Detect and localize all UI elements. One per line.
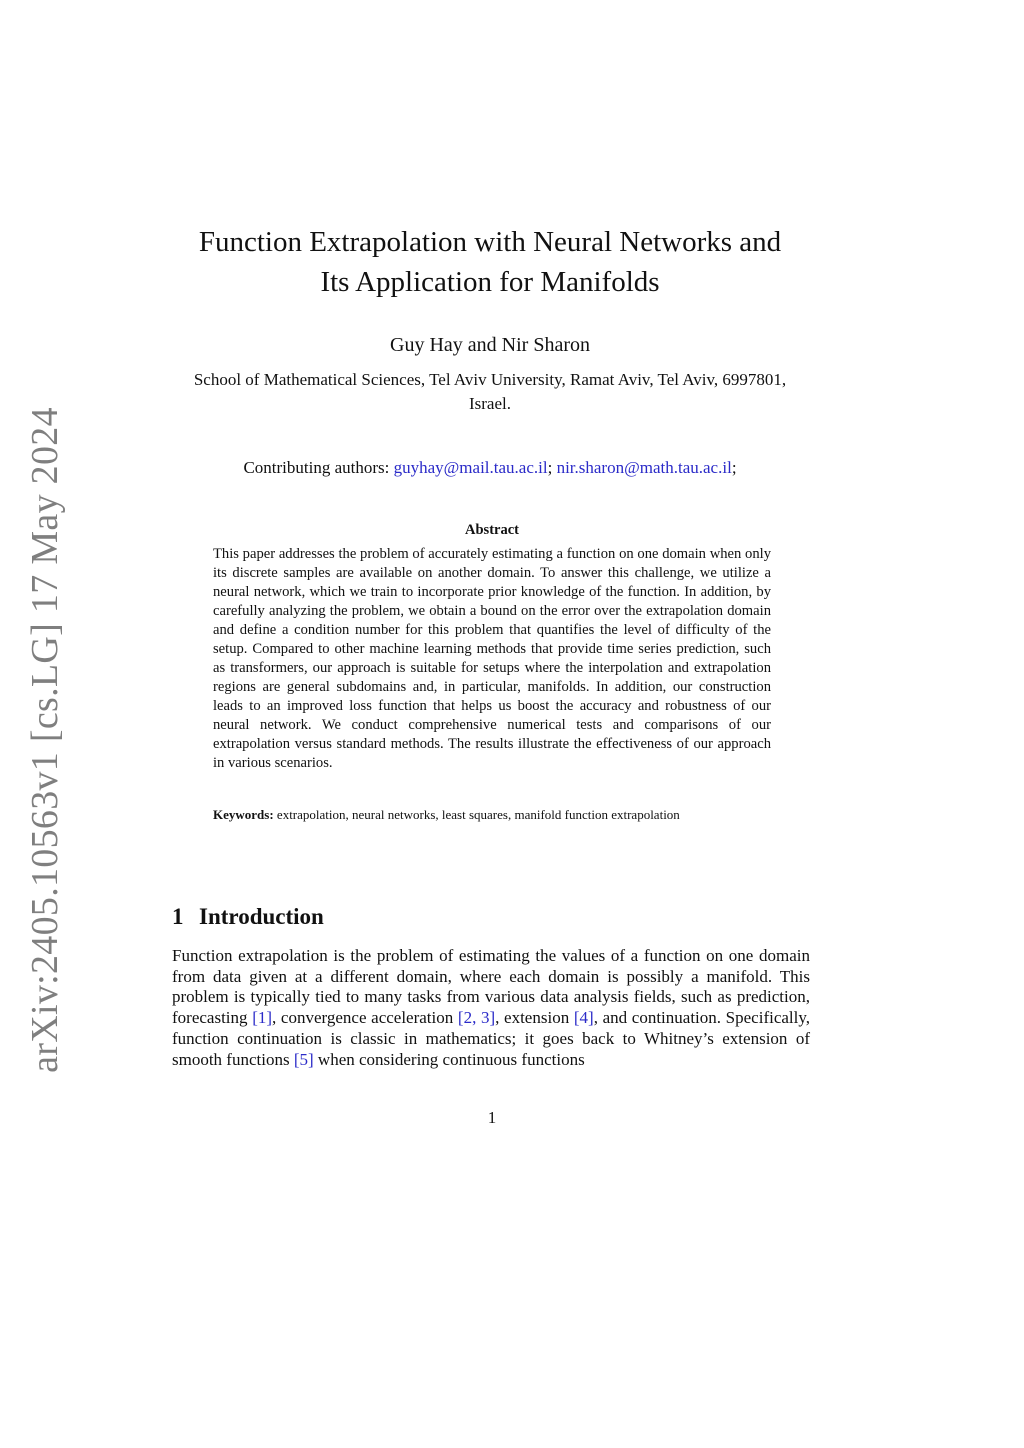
title-line-1: Function Extrapolation with Neural Networks and: [198, 226, 782, 258]
email-separator: ;: [547, 458, 553, 477]
citation-link[interactable]: [2, 3]: [457, 1008, 496, 1028]
section-heading-introduction: [172, 902, 812, 932]
section-number: 1: [172, 904, 184, 929]
paper-title: [150, 222, 830, 302]
abstract-text: This paper addresses the problem of accurately estimating a function on one domain when only its discrete samples are available on another domain. To answer this challenge, we utilize a neural network, which we train to incorporate prior knowledge of the function. In addition, by carefully analyzing the problem, we obtain a bound on the error over the extrapolation domain and define a condition number for this problem that quantifies the level of difficulty of the setup. Compared to other machine learning methods that provide time series prediction, such as transformers, our approach is suitable for setups where the interpolation and extrapolation regions are general subdomains and, in particular, manifolds. In addition, our construction leads to an improved loss function that helps us boost the accuracy and robustness of our neural network. We conduct comprehensive numerical tests and comparisons of our extrapolation versus standard methods. The results illustrate the effectiveness of our approach in various scenarios.: [213, 546, 771, 771]
contributing-label: Contributing authors:: [243, 458, 390, 477]
intro-text: , and continuation. Specifically, function continuation is classic in mathematics; it goes back to Whitney’s extension of smooth functions: [172, 1008, 811, 1069]
title-line-2: Its Application for Manifolds: [320, 266, 660, 298]
abstract-heading: Abstract: [465, 522, 519, 538]
intro-text: , extension: [495, 1008, 574, 1028]
keywords-label: Keywords:: [213, 807, 274, 822]
keywords-text: extrapolation, neural networks, least squares, manifold function extrapolation: [276, 807, 680, 822]
contributing-authors: [150, 456, 830, 480]
citation-link[interactable]: [1]: [252, 1008, 273, 1028]
arxiv-side-stamp: [10, 300, 80, 1180]
section-title: Introduction: [199, 904, 324, 929]
intro-text: when considering continuous functions: [313, 1049, 585, 1069]
keywords: [213, 807, 771, 823]
intro-text: , convergence acceleration: [272, 1008, 458, 1028]
authors: Guy Hay and Nir Sharon: [390, 334, 590, 356]
introduction-paragraph: [172, 946, 810, 1070]
email-separator: ;: [731, 458, 737, 477]
affiliation: School of Mathematical Sciences, Tel Aviv University, Ramat Aviv, Tel Aviv, 6997801, Israel.: [193, 370, 787, 413]
citation-link[interactable]: [4]: [573, 1008, 594, 1028]
page-number: 1: [487, 1108, 497, 1127]
intro-text: Function extrapolation is the problem of estimating the values of a function on one domain from data given at a different domain, where each domain is possibly a manifold. This problem is typically tied to many tasks from various data analysis fields, such as prediction, forecasting: [172, 946, 810, 1028]
email-link-nir-sharon[interactable]: nir.sharon@math.tau.ac.il: [556, 458, 732, 477]
arxiv-identifier: arXiv:2405.10563v1 [cs.LG] 17 May 2024: [24, 407, 66, 1073]
citation-link[interactable]: [5]: [293, 1049, 314, 1069]
email-link-guyhay[interactable]: guyhay@mail.tau.ac.il: [393, 458, 548, 477]
